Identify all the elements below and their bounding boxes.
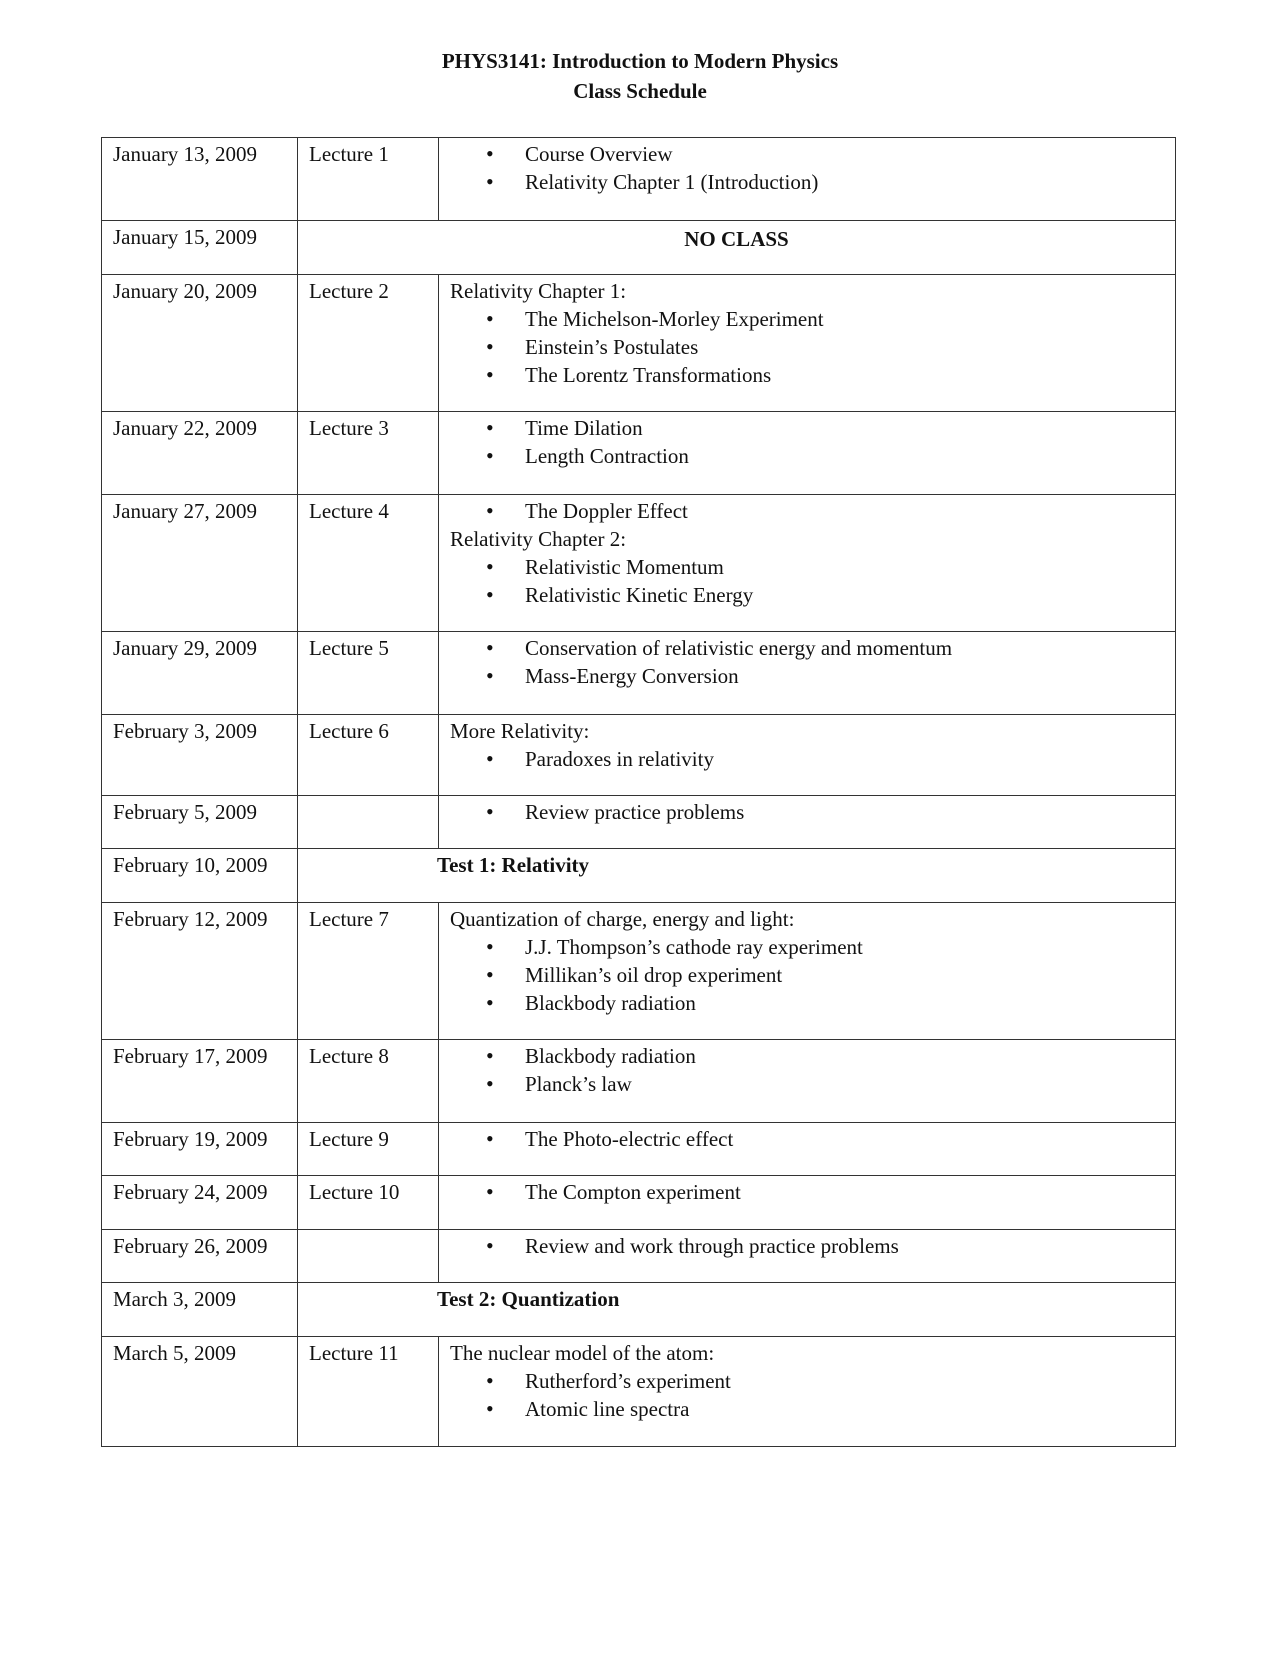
lecture-cell: Lecture 2 <box>298 275 439 412</box>
date-cell: February 17, 2009 <box>102 1040 298 1123</box>
topic-item: • Time Dilation <box>450 414 1175 442</box>
date-cell: February 5, 2009 <box>102 796 298 849</box>
topics-cell <box>439 715 1176 796</box>
topic-item: • Review practice problems <box>450 798 1175 826</box>
date-cell: February 26, 2009 <box>102 1230 298 1283</box>
schedule-row <box>102 495 1176 632</box>
schedule-row <box>102 632 1176 715</box>
event-cell <box>298 221 1176 275</box>
lecture-cell: Lecture 1 <box>298 138 439 221</box>
topic-item: • The Photo-electric effect <box>450 1125 1175 1153</box>
lecture-cell: Lecture 5 <box>298 632 439 715</box>
topic-item: • J.J. Thompson’s cathode ray experiment <box>450 933 1175 961</box>
topic-item: • Blackbody radiation <box>450 1042 1175 1070</box>
topic-item: • Review and work through practice problems <box>450 1232 1175 1260</box>
topic-list <box>450 745 1175 773</box>
topics-cell <box>439 275 1176 412</box>
date-cell: January 13, 2009 <box>102 138 298 221</box>
schedule-row <box>102 1283 1176 1337</box>
schedule-row <box>102 849 1176 903</box>
date-cell: January 15, 2009 <box>102 221 298 275</box>
lecture-cell: Lecture 7 <box>298 903 439 1040</box>
topics-cell <box>439 903 1176 1040</box>
topic-list <box>450 305 1175 389</box>
topic-item: • Rutherford’s experiment <box>450 1367 1175 1395</box>
topics-cell <box>439 1230 1176 1283</box>
schedule-row <box>102 1123 1176 1176</box>
topic-list <box>450 1232 1175 1260</box>
date-cell: March 5, 2009 <box>102 1337 298 1447</box>
schedule-row <box>102 796 1176 849</box>
topics-cell <box>439 632 1176 715</box>
schedule-row <box>102 715 1176 796</box>
lecture-cell: Lecture 10 <box>298 1176 439 1230</box>
event-cell <box>298 1283 1176 1337</box>
topics-cell <box>439 796 1176 849</box>
topic-item: • Relativistic Kinetic Energy <box>450 581 1175 609</box>
topic-list <box>450 1125 1175 1153</box>
topic-list <box>450 933 1175 1017</box>
date-cell: February 24, 2009 <box>102 1176 298 1230</box>
date-cell: January 27, 2009 <box>102 495 298 632</box>
topics-cell <box>439 1337 1176 1447</box>
lecture-cell: Lecture 8 <box>298 1040 439 1123</box>
topic-list <box>450 497 1175 525</box>
date-cell: January 22, 2009 <box>102 412 298 495</box>
schedule-row <box>102 1040 1176 1123</box>
schedule-body <box>102 138 1176 1447</box>
topic-item: • Planck’s law <box>450 1070 1175 1098</box>
topic-heading: Quantization of charge, energy and light: <box>450 907 795 931</box>
schedule-row <box>102 221 1176 275</box>
topic-item: • The Compton experiment <box>450 1178 1175 1206</box>
topic-list <box>450 634 1175 690</box>
topic-item: • Atomic line spectra <box>450 1395 1175 1423</box>
topic-list <box>450 140 1175 196</box>
schedule-table <box>101 137 1176 1447</box>
topics-cell <box>439 1176 1176 1230</box>
date-cell: February 12, 2009 <box>102 903 298 1040</box>
date-cell: January 29, 2009 <box>102 632 298 715</box>
topic-item: • The Michelson-Morley Experiment <box>450 305 1175 333</box>
topic-item: • Blackbody radiation <box>450 989 1175 1017</box>
schedule-row <box>102 275 1176 412</box>
page-title <box>0 46 1280 106</box>
topic-item: • Conservation of relativistic energy and momentum <box>450 634 1175 662</box>
topic-list <box>450 553 1175 609</box>
topic-list <box>450 1042 1175 1098</box>
schedule-row <box>102 412 1176 495</box>
topic-heading: Relativity Chapter 1: <box>450 279 627 303</box>
topic-list <box>450 1367 1175 1423</box>
lecture-cell <box>298 796 439 849</box>
lecture-cell: Lecture 6 <box>298 715 439 796</box>
event-label: Test 1: Relativity <box>437 853 590 877</box>
topics-cell <box>439 1123 1176 1176</box>
topic-item: • Length Contraction <box>450 442 1175 470</box>
topics-cell <box>439 412 1176 495</box>
topic-item: • Relativity Chapter 1 (Introduction) <box>450 168 1175 196</box>
topic-item: • The Lorentz Transformations <box>450 361 1175 389</box>
topic-item: • The Doppler Effect <box>450 497 1175 525</box>
topic-item: • Course Overview <box>450 140 1175 168</box>
lecture-cell: Lecture 3 <box>298 412 439 495</box>
topic-list <box>450 798 1175 826</box>
schedule-row <box>102 138 1176 221</box>
event-label: NO CLASS <box>684 227 789 251</box>
schedule-row <box>102 903 1176 1040</box>
topic-item: • Relativistic Momentum <box>450 553 1175 581</box>
lecture-cell: Lecture 9 <box>298 1123 439 1176</box>
topic-item: • Millikan’s oil drop experiment <box>450 961 1175 989</box>
event-label: Test 2: Quantization <box>437 1287 620 1311</box>
topic-heading: More Relativity: <box>450 719 590 743</box>
date-cell: February 3, 2009 <box>102 715 298 796</box>
schedule-subtitle: Class Schedule <box>573 79 707 103</box>
schedule-row <box>102 1337 1176 1447</box>
course-title: PHYS3141: Introduction to Modern Physics <box>441 49 839 73</box>
lecture-cell: Lecture 4 <box>298 495 439 632</box>
date-cell: February 19, 2009 <box>102 1123 298 1176</box>
date-cell: January 20, 2009 <box>102 275 298 412</box>
date-cell: March 3, 2009 <box>102 1283 298 1337</box>
topic-heading: The nuclear model of the atom: <box>450 1341 715 1365</box>
topic-item: • Mass-Energy Conversion <box>450 662 1175 690</box>
topic-list <box>450 1178 1175 1206</box>
topic-list <box>450 414 1175 470</box>
schedule-row <box>102 1230 1176 1283</box>
topics-cell <box>439 1040 1176 1123</box>
event-cell <box>298 849 1176 903</box>
date-cell: February 10, 2009 <box>102 849 298 903</box>
topic-heading: Relativity Chapter 2: <box>450 527 627 551</box>
lecture-cell: Lecture 11 <box>298 1337 439 1447</box>
topics-cell <box>439 138 1176 221</box>
topics-cell <box>439 495 1176 632</box>
schedule-row <box>102 1176 1176 1230</box>
topic-item: • Paradoxes in relativity <box>450 745 1175 773</box>
lecture-cell <box>298 1230 439 1283</box>
topic-item: • Einstein’s Postulates <box>450 333 1175 361</box>
